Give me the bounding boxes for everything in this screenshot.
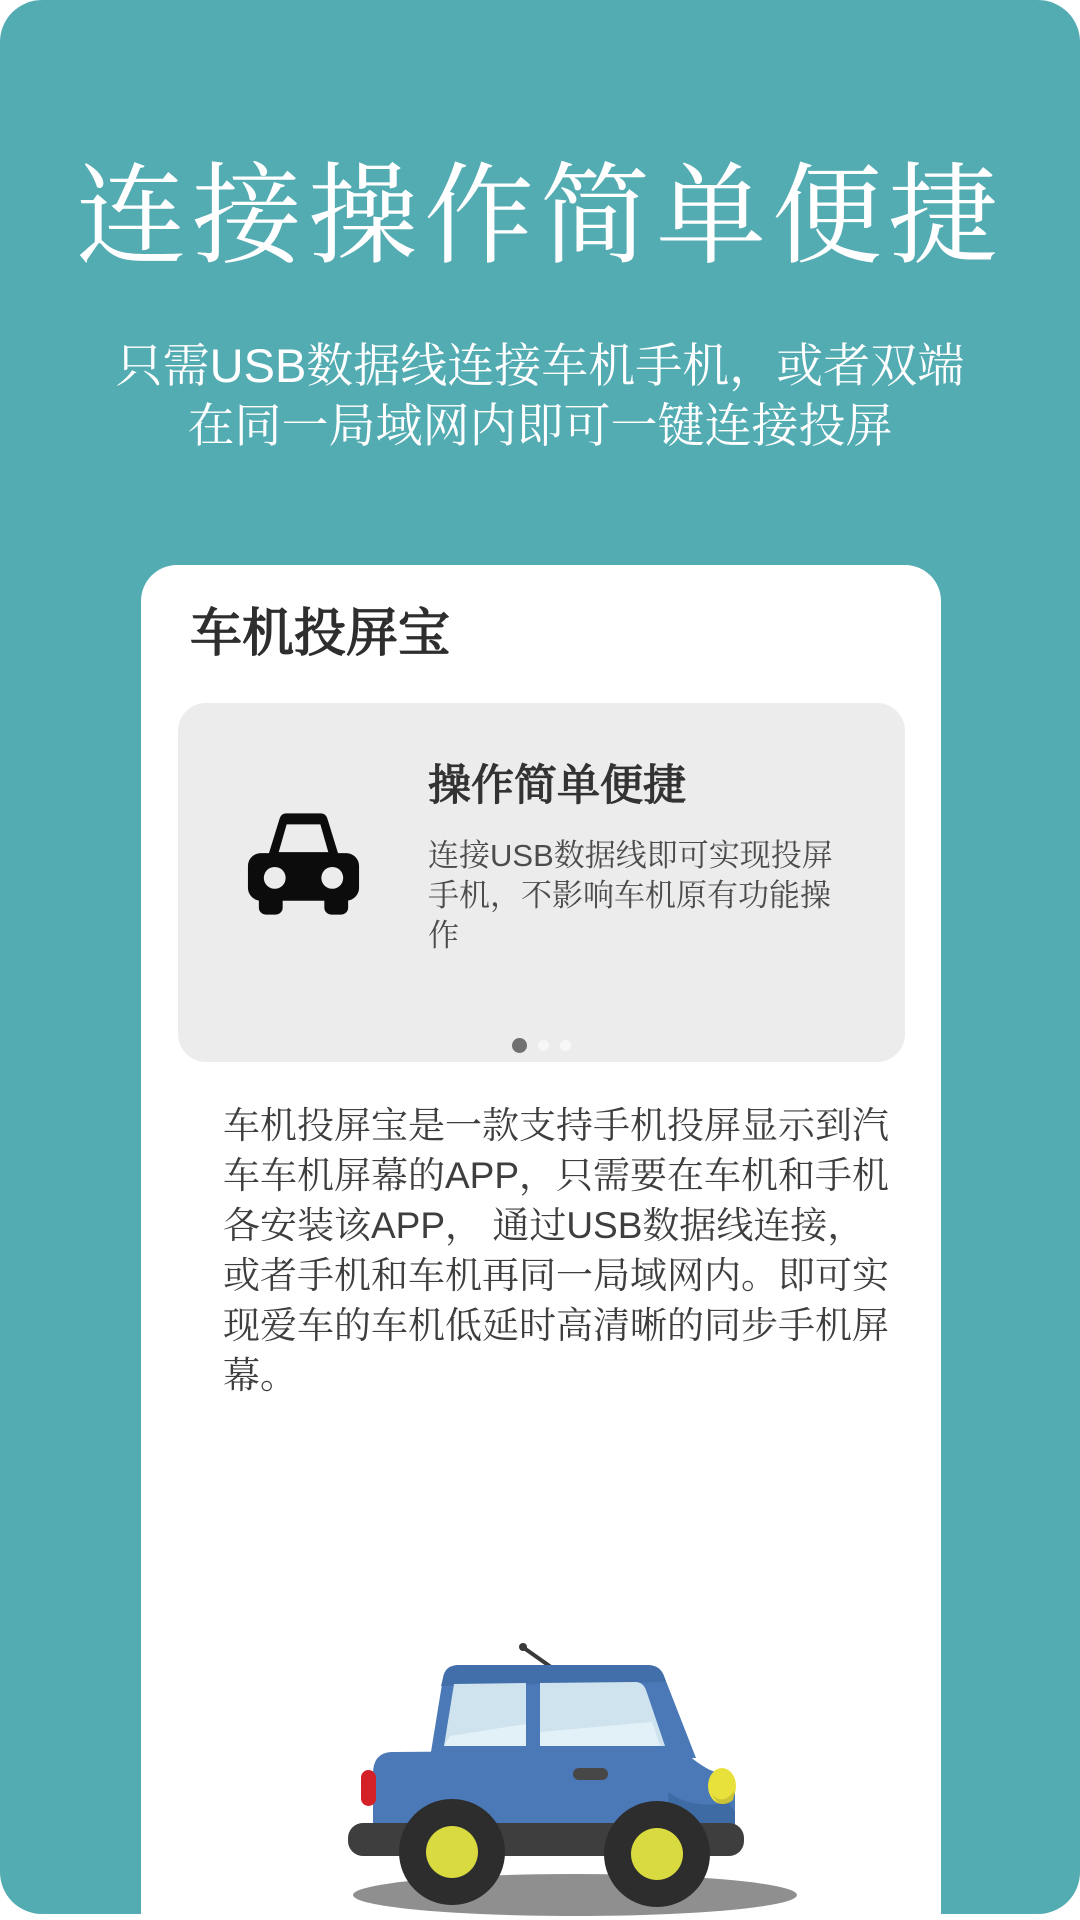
- feature-description: 连接USB数据线即可实现投屏手机，不影响车机原有功能操作: [428, 838, 833, 953]
- hero-subtitle-line-2: 在同一局域网内即可一键连接投屏: [187, 399, 893, 452]
- carousel-dots: [178, 1037, 905, 1053]
- app-about-paragraph: 车机投屏宝是一款支持手机投屏显示到汽车车机屏幕的APP，只需要在车机和手机各安装该APP， 通过USB数据线连接，或者手机和车机再同一局域网内。即可实现爱车的车机低延时高清晰的同步手机屏幕。: [223, 1105, 890, 1396]
- carousel-dot-3[interactable]: [560, 1040, 571, 1051]
- app-card: [141, 565, 941, 1920]
- feature-carousel-slide: [178, 703, 905, 1062]
- hero-title: 连接操作简单便捷: [76, 155, 1004, 278]
- carousel-dot-1-active[interactable]: [512, 1038, 527, 1053]
- car-front-icon: [242, 811, 365, 917]
- hero-subtitle: [0, 336, 1080, 456]
- carousel-dot-2[interactable]: [538, 1040, 549, 1051]
- hero-subtitle-line-1: 只需USB数据线连接车机手机，或者双端: [115, 339, 965, 392]
- feature-title: 操作简单便捷: [428, 762, 686, 810]
- app-name-heading: 车机投屏宝: [190, 605, 451, 663]
- blue-car-side-illustration: [330, 1640, 820, 1920]
